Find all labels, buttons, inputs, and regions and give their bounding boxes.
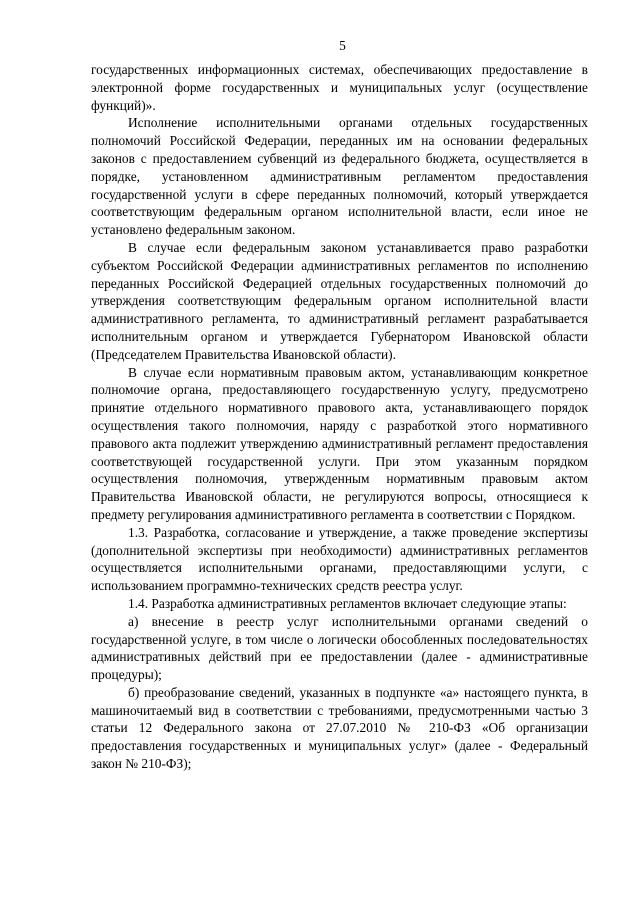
- paragraph-execution-of-powers: Исполнение исполнительными органами отдельных государственных полномочий Российской Федерации, переданных им на основании федеральных законов с предоставлением субвенций из федерального бюджета, осуществляется в порядке, установленном административным регламентом предоставления государственной услуги в сфере переданных полномочий, который утверждается соответствующим федеральным органом исполнительной власти, если иное не установлено федеральным законом.: [91, 115, 588, 238]
- paragraph-continuation: государственных информационных системах, обеспечивающих предоставление в электронной форме государственных и муниципальных услуг (осуществление функций)».: [91, 62, 588, 113]
- page-number: 5: [339, 38, 346, 53]
- document-body: [91, 61, 588, 773]
- paragraph-item-a: а) внесение в реестр услуг исполнительными органами сведений о государственной услуге, в том числе о логически обособленных последовательностях административных действий при ее предоставлении (далее - административные процедуры);: [91, 613, 588, 683]
- paragraph-item-b: б) преобразование сведений, указанных в подпункте «а» настоящего пункта, в машиночитаемый вид в соответствии с требованиями, предусмотренными частью 3 статьи 12 Федерального закона от 27.07.2010 № 210-ФЗ «Об организации предоставления государственных и муниципальных услуг» (далее - Федеральный закон № 210-ФЗ);: [91, 684, 588, 772]
- paragraph-1-3: 1.3. Разработка, согласование и утверждение, а также проведение экспертизы (дополнительной экспертизы при необходимости) административных регламентов осуществляется исполнительными органами, предоставляющими услуги, с использованием программно-технических средств реестра услуг.: [91, 524, 588, 594]
- paragraph-normative-act: В случае если нормативным правовым актом, устанавливающим конкретное полномочие органа, предоставляющего государственную услугу, предусмотрено принятие отдельного нормативного правового акта, устанавливающего порядок осуществления такого полномочия, наряду с разработкой этого нормативного правового акта подлежит утверждению административный регламент предоставления соответствующей государственной услуги. При этом указанным порядком осуществления полномочия, утвержденным нормативным правовым актом Правительства Ивановской области, не регулируются вопросы, относящиеся к предмету регулирования административного регламента в соответствии с Порядком.: [91, 364, 588, 522]
- paragraph-right-of-development: В случае если федеральным законом устанавливается право разработки субъектом Российской Федерации административных регламентов по исполнению переданных Российской Федерацией отдельных государственных полномочий до утверждения соответствующим федеральным органом исполнительной власти административного регламента, то административный регламент разрабатывается исполнительным органом и утверждается Губернатором Ивановской области (Председателем Правительства Ивановской области).: [91, 239, 588, 362]
- paragraph-1-4: 1.4. Разработка административных регламентов включает следующие этапы:: [128, 595, 567, 611]
